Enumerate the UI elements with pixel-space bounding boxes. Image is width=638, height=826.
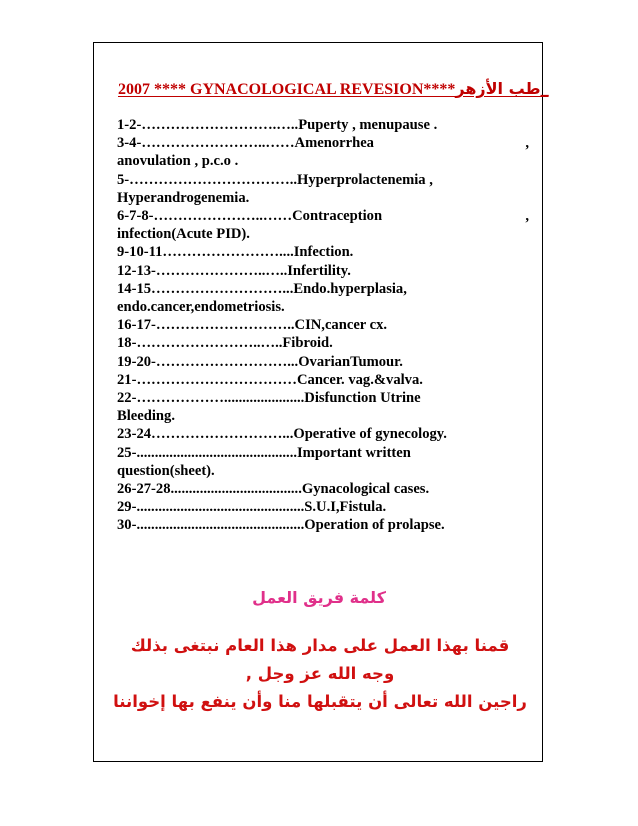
toc-entry-text: 9-10-11……………………....Infection. (117, 244, 354, 261)
toc-entry (117, 389, 529, 407)
toc-entry-text: 18-……………………..…..Fibroid. (117, 335, 333, 352)
toc-entry-text: question(sheet). (117, 462, 215, 479)
toc-entry-text: 25-............................................Important written (117, 444, 411, 461)
toc-entry (117, 262, 529, 280)
toc-entry (117, 516, 529, 534)
toc-entry-text: 5-……………………………..Hyperprolactenemia , (117, 171, 433, 188)
toc-entry (117, 207, 529, 225)
toc-entry-text: 1-2-……………………….…..Puperty , menupause . (117, 117, 438, 133)
toc-entry-text: 14-15………………………...Endo.hyperplasia, (117, 280, 407, 297)
team-heading: كلمة فريق العمل (252, 588, 386, 607)
title-arabic-text: طب الأزهر (455, 79, 541, 98)
toc-entry-text: endo.cancer,endometriosis. (117, 299, 285, 316)
toc-entry (117, 425, 529, 443)
document-title (118, 79, 623, 99)
toc-entry (117, 353, 529, 371)
toc-entry-text: anovulation , p.c.o . (117, 153, 239, 170)
toc-entry-text: 3-4-……………………..……Amenorrhea (117, 135, 374, 152)
toc-entry (117, 298, 529, 316)
closing-line: قمنا بهذا العمل على مدار هذا العام نبتغى بذلك (130, 636, 510, 655)
toc-entry (117, 116, 529, 134)
toc-entry-text: 30-..............................................Operation of prolapse. (117, 517, 445, 534)
toc-entry-trailing-comma: , (525, 135, 529, 152)
toc-entry-text: 12-13-…………………..…..Infertility. (117, 262, 351, 279)
table-of-contents (117, 116, 529, 535)
toc-entry (117, 407, 529, 425)
toc-entry-trailing-comma: , (525, 208, 529, 225)
toc-entry-text: 26-27-28....................................Gynacological cases. (117, 481, 430, 498)
toc-entry-text: 29-..............................................S.U.I,Fistula. (117, 499, 387, 516)
toc-entry (117, 171, 529, 189)
toc-entry-text: Bleeding. (117, 408, 175, 425)
toc-entry (117, 280, 529, 298)
toc-entry-text: 19-20-………………………...OvarianTumour. (117, 353, 403, 370)
title-text: 2007 **** GYNACOLOGICAL REVESION**** (118, 81, 456, 98)
toc-entry-text: 16-17-………………………..CIN,cancer cx. (117, 317, 388, 334)
toc-entry (117, 152, 529, 170)
toc-entry (117, 334, 529, 352)
toc-entry (117, 480, 529, 498)
toc-entry (117, 371, 529, 389)
toc-entry (117, 189, 529, 207)
toc-entry-text: infection(Acute PID). (117, 226, 250, 243)
toc-entry (117, 225, 529, 243)
toc-entry-text: 21-……………………………Cancer. vag.&valva. (117, 371, 423, 388)
toc-entry-text: Hyperandrogenemia. (117, 189, 250, 206)
toc-entry (117, 316, 529, 334)
toc-entry (117, 462, 529, 480)
toc-entry-text: 6-7-8-…………………..……Contraception (117, 208, 383, 225)
toc-entry-text: 23-24………………………...Operative of gynecology. (117, 426, 447, 443)
closing-line: راجين الله تعالى أن يتقبلها منا وأن ينفع بها إخواننا (113, 692, 527, 711)
title-suffix: _ (540, 81, 549, 98)
toc-entry (117, 134, 529, 152)
closing-line: وجه الله عز وجل , (245, 664, 395, 683)
toc-entry (117, 498, 529, 516)
toc-entry-text: 22-………………......................Disfunction Utrine (117, 390, 421, 407)
toc-entry (117, 444, 529, 462)
toc-entry (117, 243, 529, 261)
closing-message (100, 632, 540, 716)
